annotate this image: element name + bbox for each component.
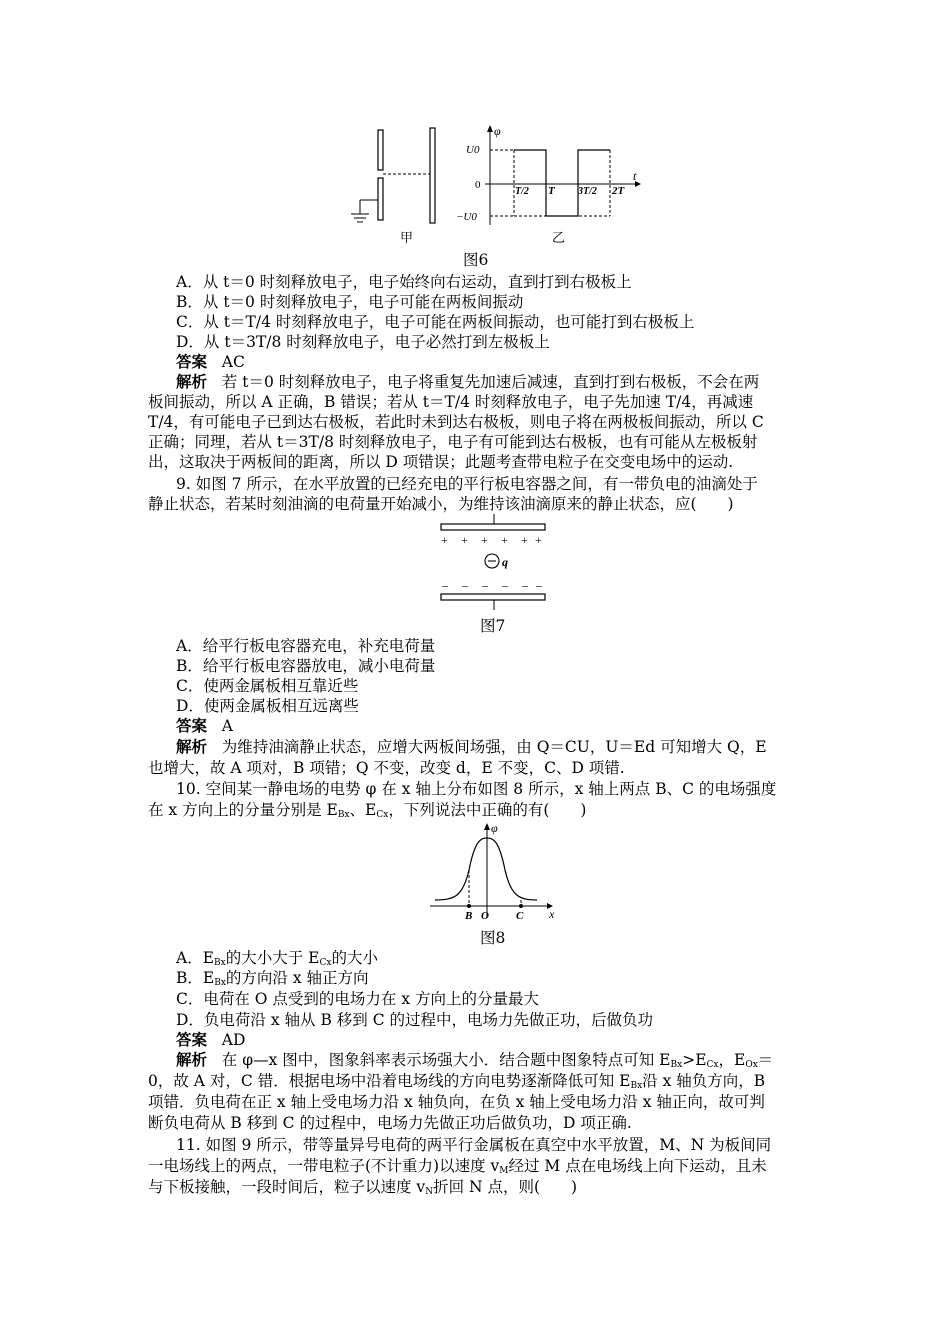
q9-stem-1: 9. 如图 7 所示，在水平放置的已经充电的平行板电容器之间，有一带负电的油滴处于 [176, 475, 758, 493]
q8-answer-label: 答案 [176, 352, 208, 371]
fig6-left-plate-lower [378, 178, 383, 220]
figure-6 [330, 120, 650, 250]
svg-text:–: – [522, 578, 528, 592]
q8-answer-value: AC [221, 353, 245, 371]
svg-text:+: + [535, 533, 542, 547]
q9-answer-label: 答案 [176, 716, 208, 735]
fig7-top-plate [441, 524, 545, 530]
q9-answer [176, 716, 816, 736]
svg-text:–: – [536, 578, 542, 592]
svg-text:–: – [502, 578, 508, 592]
fig6-tick-T2: T/2 [515, 186, 529, 197]
fig6-tick-T: T [548, 185, 555, 197]
q9-option-b: B．给平行板电容器放电，减小电荷量 [176, 657, 436, 675]
q8-analysis-5: 出，这取决于两板间的距离，所以 D 项错误；此题考查带电粒子在交变电场中的运动. [148, 453, 734, 471]
fig6-tick-3T2: 3T/2 [578, 186, 597, 197]
q10-answer-label: 答案 [176, 1030, 208, 1049]
svg-text:+: + [441, 533, 448, 547]
q10-analysis-2: 0，故 A 对，C 错．根据电场中沿着电场线的方向电势逐渐降低可知 $E_{Bx}$沿 x 轴负方向，B [148, 1072, 766, 1091]
figure-8 [425, 818, 565, 924]
q9-analysis-label: 解析 [176, 737, 208, 756]
q11-stem-1: 11. 如图 9 所示，带等量异号电荷的两平行金属板在真空中水平放置，M、N 为板间同 [176, 1136, 772, 1154]
fig7-bottom-plate [441, 594, 545, 600]
q10-option-a: A．$E_{Bx}$的大小大于 $E_{Cx}$的大小 [176, 949, 378, 968]
q8-analysis-1: 解析 若 t＝0 时刻释放电子，电子将重复先加速后减速，直到打到右极板，不会在两 [176, 372, 760, 391]
q8-analysis-2: 板间振动，所以 A 正确，B 错误；若从 t＝T/4 时刻释放电子，电子先加速 T/4，再减速 [148, 393, 754, 411]
figure-7 [435, 514, 555, 610]
fig6-u0-label: U0 [466, 144, 480, 156]
q10-analysis-4: 断负电荷从 B 移到 C 的过程中，电场力先做正功后做负功，D 项正确. [148, 1114, 632, 1132]
fig6-square-wave [514, 150, 610, 216]
fig6-left-plate-upper [378, 130, 383, 170]
svg-text:–: – [442, 578, 448, 592]
fig8-caption: 图8 [480, 929, 506, 947]
fig6-origin-label: 0 [475, 179, 481, 191]
fig6-caption: 图6 [463, 251, 489, 269]
fig8-point-o: O [481, 910, 489, 922]
q11-stem-3: 与下板接触，一段时间后，粒子以速度 $v_N$折回 N 点，则( ) [148, 1178, 578, 1197]
q8-analysis-4: 正确；同理，若从 t＝3T/8 时刻释放电子，电子有可能到达右极板，也有可能从左极板射 [148, 433, 758, 451]
fig6-label-right: 乙 [552, 230, 566, 245]
q8-option-c: C．从 t＝T/4 时刻释放电子，电子可能在两板间振动，也可能打到右极板上 [176, 313, 695, 331]
q8-option-b: B．从 t＝0 时刻释放电子，电子可能在两板间振动 [176, 293, 524, 311]
q10-analysis-3: 项错．负电荷在正 x 轴上受电场力沿 x 轴负向，在负 x 轴上受电场力沿 x 轴正向，故可判 [148, 1093, 765, 1111]
fig6-phi-label: φ [494, 124, 501, 138]
q11-stem-2: 一电场线上的两点，一带电粒子(不计重力)以速度 $v_M$经过 M 点在电场线上向下运动，且未 [148, 1157, 767, 1176]
fig6-label-left: 甲 [400, 230, 414, 245]
q9-answer-value: A [221, 717, 233, 735]
q8-option-a: A．从 t＝0 时刻释放电子，电子始终向右运动，直到打到右极板上 [176, 273, 632, 291]
q10-analysis-label: 解析 [176, 1050, 208, 1069]
q10-option-c: C．电荷在 O 点受到的电场力在 x 方向上的分量最大 [176, 990, 540, 1008]
q8-analysis-label: 解析 [176, 372, 208, 391]
fig6-neg-u0-label: −U0 [456, 211, 477, 223]
svg-text:–: – [462, 578, 468, 592]
q9-analysis-2: 也增大，故 A 项对，B 项错；Q 不变，改变 d，E 不变，C、D 项错. [148, 759, 625, 777]
fig8-x-label: x [549, 907, 555, 921]
q9-option-c: C．使两金属板相互靠近些 [176, 677, 359, 695]
fig8-point-c: C [516, 910, 524, 922]
svg-text:+: + [481, 533, 488, 547]
fig6-t-label: t [633, 169, 637, 183]
q10-option-d: D．负电荷沿 x 轴从 B 移到 C 的过程中，电场力先做正功，后做负功 [176, 1011, 653, 1029]
q10-analysis-1: 解析 在 φ—x 图中，图象斜率表示场强大小．结合题中图象特点可知 $E_{Bx}>E_{Cx}$，$E_{Ox}=$ [176, 1050, 774, 1070]
q10-stem-1: 10. 空间某一静电场的电势 φ 在 x 轴上分布如图 8 所示，x 轴上两点 B、C 的电场强度 [176, 780, 777, 798]
fig8-potential-curve [435, 838, 537, 900]
q10-answer [176, 1030, 816, 1050]
svg-text:+: + [461, 533, 468, 547]
q9-stem-2: 静止状态，若某时刻油滴的电荷量开始减小，为维持该油滴原来的静止状态，应( ) [148, 495, 734, 513]
fig6-tick-2T: 2T [612, 185, 625, 197]
q9-option-a: A．给平行板电容器充电，补充电荷量 [176, 637, 436, 655]
fig8-phi-label: φ [491, 821, 498, 835]
q10-stem-2: 在 x 方向上的分量分别是 $E_{Bx}$、$E_{Cx}$，下列说法中正确的有( ) [148, 801, 587, 820]
fig8-point-b: B [465, 910, 473, 922]
fig7-charge-label: q [502, 555, 508, 569]
fig6-right-plate [430, 128, 435, 223]
q8-analysis-3: T/4，有可能电子已到达右极板，若此时未到达右极板，则电子将在两极板间振动，所以 C [148, 413, 764, 431]
q8-answer [176, 352, 816, 372]
q9-analysis-1: 解析 为维持油滴静止状态，应增大两板间场强，由 Q＝CU，U＝Ed 可知增大 Q，E [176, 737, 767, 756]
q10-option-b: B．$E_{Bx}$的方向沿 x 轴正方向 [176, 969, 369, 988]
svg-text:–: – [482, 578, 488, 592]
q10-answer-value: AD [221, 1031, 246, 1049]
svg-text:+: + [521, 533, 528, 547]
fig7-caption: 图7 [480, 617, 506, 635]
q9-option-d: D．使两金属板相互远离些 [176, 697, 359, 715]
svg-text:+: + [501, 533, 508, 547]
q8-option-d: D．从 t＝3T/8 时刻释放电子，电子必然打到左极板上 [176, 333, 550, 351]
